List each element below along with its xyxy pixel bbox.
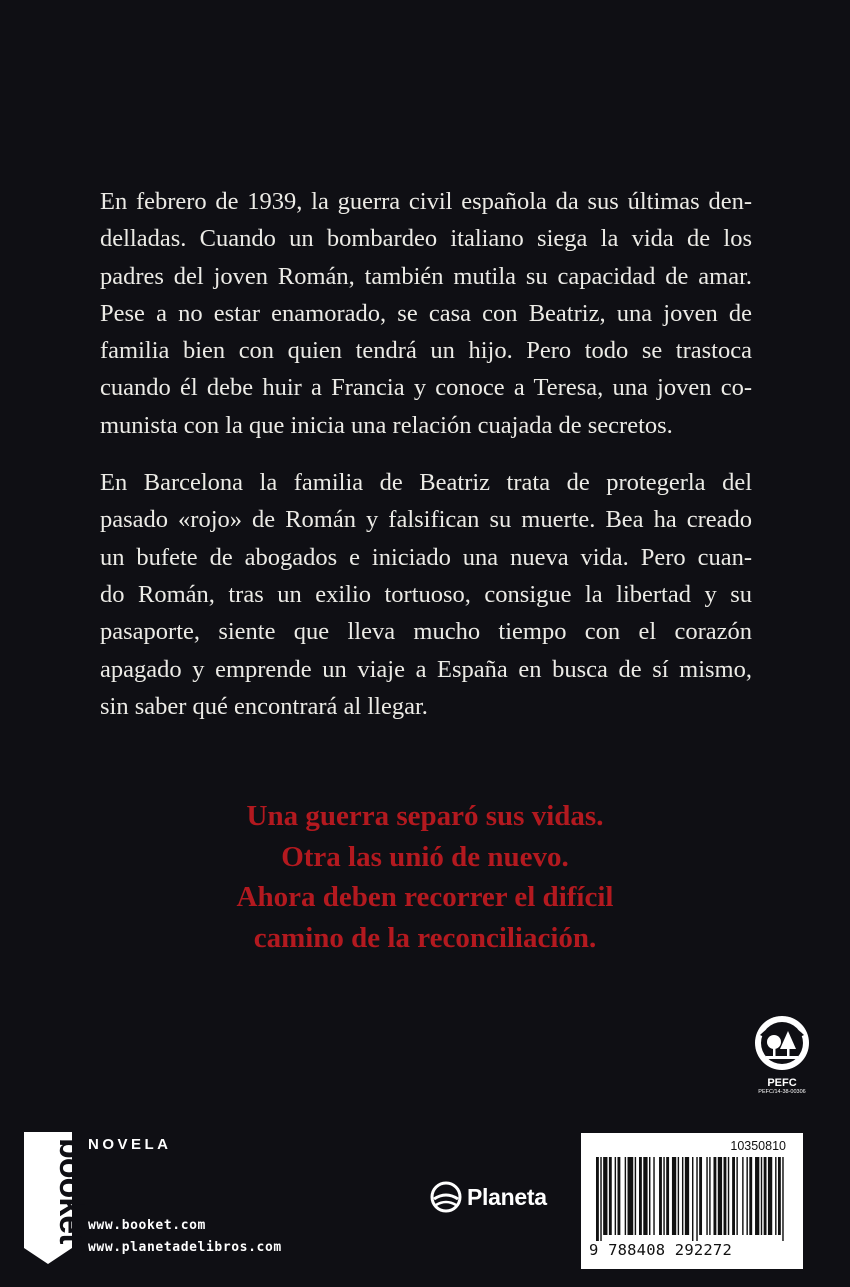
barcode-bar (749, 1157, 752, 1235)
tagline (0, 796, 850, 958)
barcode-bar (635, 1157, 636, 1235)
synopsis-line: sin saber qué encontrará al llegar. (100, 692, 428, 720)
barcode-bar (732, 1157, 735, 1235)
barcode-bar (603, 1157, 607, 1235)
tagline-line: Una guerra separó sus vidas. (246, 800, 604, 832)
barcode-bar (728, 1157, 729, 1235)
barcode-bar (678, 1157, 679, 1235)
booket-logo (20, 1130, 90, 1266)
synopsis-line: pasaporte, siente que lleva mucho tiempo con el corazón (100, 618, 752, 646)
barcode-bar (663, 1157, 664, 1235)
barcode-bar (736, 1157, 737, 1235)
barcode-bar (672, 1157, 676, 1235)
barcode-bar (713, 1157, 716, 1235)
planetadelibros-url[interactable]: www.planetadelibros.com (88, 1240, 282, 1255)
barcode-bar (775, 1157, 776, 1235)
synopsis-line: munista con la que inicia una relación cuajada de secretos. (100, 411, 673, 439)
barcode-bar (718, 1157, 722, 1235)
barcode-bar (609, 1157, 612, 1235)
pefc-code: PEFC/14-38-00306 (758, 1089, 806, 1095)
barcode-bar (600, 1157, 601, 1241)
synopsis-line: padres del joven Román, también mutila su capacidad de amar. (100, 262, 752, 290)
barcode-bar (596, 1157, 599, 1241)
pefc-tree-logo-icon (754, 1015, 810, 1071)
barcode-isbn: 9 788408 292272 (589, 1241, 732, 1259)
barcode-bar (682, 1157, 683, 1235)
barcode-bar (653, 1157, 654, 1235)
barcode-bar (617, 1157, 620, 1235)
synopsis-line: do Román, tras un exilio tortuoso, consigue la libertad y su (100, 580, 752, 608)
barcode-bars (596, 1157, 788, 1241)
barcode-bar (685, 1157, 689, 1235)
synopsis-paragraph-2 (100, 464, 752, 725)
pefc-certification (752, 1015, 812, 1095)
barcode-bar (659, 1157, 662, 1235)
synopsis-paragraph-1 (100, 183, 752, 444)
barcode-bar (782, 1157, 783, 1241)
barcode-bar (709, 1157, 710, 1235)
tagline-line: Ahora deben recorrer el difícil (236, 881, 614, 913)
barcode-bar (768, 1157, 772, 1235)
pefc-label: PEFC (767, 1077, 797, 1089)
synopsis-line: delladas. Cuando un bombardeo italiano siega la vida de los (100, 225, 752, 253)
synopsis-line: En febrero de 1939, la guerra civil española da sus últimas den- (100, 188, 752, 215)
barcode-bar (649, 1157, 650, 1235)
synopsis-line: pasado «rojo» de Román y falsifican su muerte. Bea ha creado (100, 506, 752, 534)
synopsis-line: cuando él debe huir a Francia y conoce a Teresa, una joven co- (100, 374, 752, 402)
barcode-bar (755, 1157, 759, 1235)
synopsis-line: En Barcelona la familia de Beatriz trata de protegerla del (100, 469, 752, 497)
synopsis-line: apagado y emprende un viaje a España en busca de sí mismo, (100, 655, 752, 683)
barcode-bar (666, 1157, 669, 1235)
barcode-bar (761, 1157, 762, 1235)
synopsis-line: Pese a no estar enamorado, se casa con Beatriz, una joven de (100, 299, 752, 327)
barcode-reference: 10350810 (730, 1139, 786, 1153)
barcode-bar (778, 1157, 781, 1235)
barcode-bar (706, 1157, 707, 1235)
barcode-bar (692, 1157, 693, 1241)
barcode-bar (742, 1157, 743, 1235)
planeta-name: Planeta (467, 1183, 547, 1210)
barcode-bar (615, 1157, 616, 1235)
barcode-bar (699, 1157, 702, 1235)
tagline-line: Otra las unió de nuevo. (281, 840, 569, 873)
barcode-bar (724, 1157, 727, 1235)
barcode-bar (764, 1157, 767, 1235)
tagline-line: camino de la reconciliación. (253, 921, 597, 954)
planeta-logo (430, 1180, 547, 1214)
barcode-bar (643, 1157, 647, 1235)
barcode-bar (746, 1157, 747, 1235)
synopsis-line: familia bien con quien tendrá un hijo. Pero todo se trastoca (100, 337, 752, 365)
barcode-bar (696, 1157, 697, 1241)
barcode-bar (625, 1157, 626, 1235)
barcode (581, 1133, 803, 1269)
genre-label: NOVELA (88, 1136, 172, 1153)
barcode-bar (639, 1157, 642, 1235)
booket-url[interactable]: www.booket.com (88, 1218, 206, 1233)
synopsis-line: un bufete de abogados e iniciado una nueva vida. Pero cuan- (100, 543, 752, 571)
planeta-globe-icon (430, 1181, 462, 1213)
barcode-bar (628, 1157, 634, 1235)
synopsis (100, 183, 752, 725)
svg-text:booket: booket (52, 1138, 90, 1244)
